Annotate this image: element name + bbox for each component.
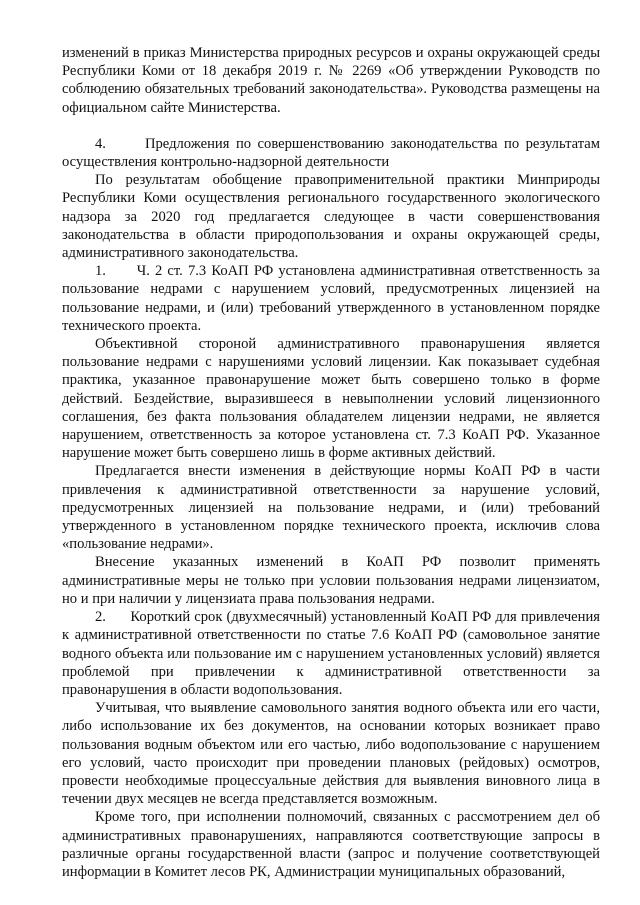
- paragraph-item-1: 1. Ч. 2 ст. 7.3 КоАП РФ установлена административная ответственность за пользование недрами с нарушением условий, предусмотренных лицензией на пользование недрами, и (или) требований утвержденного в установленном порядке технического проекта.: [62, 263, 600, 334]
- paragraph-continuation: изменений в приказ Министерства природных ресурсов и охраны окружающей среды Республики Коми от 18 декабря 2019 г. № 2269 «Об утверждении Руководств по соблюдению обязательных требований законодательства». Руководства размещены на официальном сайте Министерства.: [62, 45, 600, 116]
- paragraph-spacer: [62, 117, 600, 135]
- paragraph-item-2: 2. Короткий срок (двухмесячный) установленный КоАП РФ для привлечения к административной ответственности по статье 7.6 КоАП РФ (самовольное занятие водного объекта или пользование им с нарушением установленных условий) является проблемой при привлечении к административной ответственности за правонарушения в области водопользования.: [62, 609, 600, 698]
- document-page: [62, 44, 600, 881]
- paragraph-moreover: Кроме того, при исполнении полномочий, связанных с рассмотрением дел об административных правонарушениях, направляются соответствующие запросы в различные органы государственной власти (запрос и получение соответствующей информации в Комитет лесов РК, Администрации муниципальных образований,: [62, 809, 600, 880]
- paragraph-effect: Внесение указанных изменений в КоАП РФ позволит применять административные меры не только при условии пользования недрами лицензиатом, но и при наличии у лицензиата права пользования недрами.: [62, 554, 600, 607]
- section-heading: 4. Предложения по совершенствованию законодательства по результатам осуществления контрольно-надзорной деятельности: [62, 135, 600, 171]
- paragraph-intro: По результатам обобщение правоприменительной практики Минприроды Республики Коми осуществления регионального государственного экологического надзора за 2020 год предлагается следующее в части совершенствования законодательства в области природопользования и охраны окружающей среды, административного законодательства.: [62, 172, 600, 262]
- paragraph-proposal: Предлагается внести изменения в действующие нормы КоАП РФ в части привлечения к административной ответственности за нарушение условий, предусмотренных лицензией на пользование недрами, и (или) требований утвержденного в установленном порядке технического проекта, исключив слова «пользование недрами».: [62, 463, 600, 553]
- paragraph-objective-side: Объективной стороной административного правонарушения является пользование недрами с нарушениями условий лицензии. Как показывает судебная практика, указанное правонарушение может быть совершено только в форме действий. Бездействие, выразившееся в невыполнении условий лицензионного соглашения, без факта пользования обладателем лицензии недрами, не является нарушением, ответственность за которое установлена ст. 7.3 КоАП РФ. Указанное нарушение может быть совершено лишь в форме активных действий.: [62, 336, 600, 462]
- paragraph-considering: Учитывая, что выявление самовольного занятия водного объекта или его части, либо использование их без документов, на основании которых возникает право пользования водным объектом или его частью, либо водопользование с нарушением его условий, часто происходит при проведении плановых (рейдовых) осмотров, провести необходимые процессуальные действия для выявления виновного лица в течении двух месяцев не всегда представляется возможным.: [62, 700, 600, 808]
